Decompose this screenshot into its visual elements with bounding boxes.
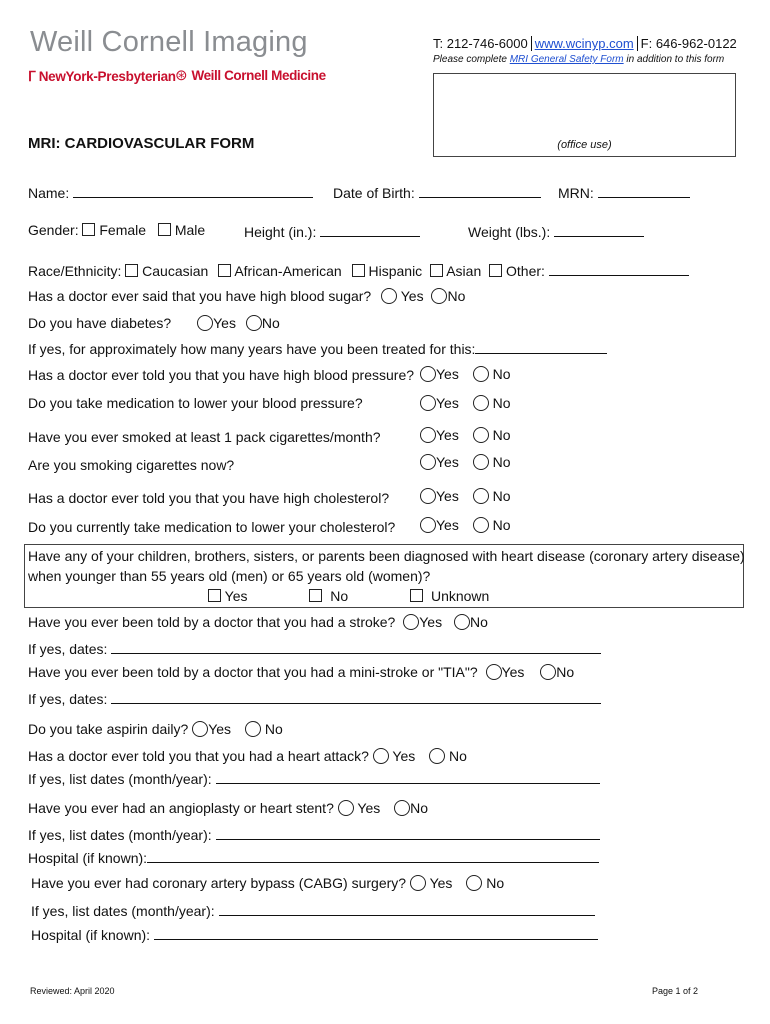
family-question-line-2: when younger than 55 years old (men) or 65 years old (women)? xyxy=(28,568,431,584)
question-aspirin xyxy=(28,721,283,737)
question-text: Do you have diabetes? xyxy=(28,315,172,331)
question-blood-pressure xyxy=(28,367,414,383)
yes-label: Yes xyxy=(436,488,459,504)
question-cabg xyxy=(31,875,504,891)
african-american-checkbox[interactable] xyxy=(218,264,231,277)
height-label: Height (in.): xyxy=(244,224,317,240)
race-label: Race/Ethnicity: xyxy=(28,263,122,279)
question-cholesterol xyxy=(28,490,389,506)
fax-number: F: 646-962-0122 xyxy=(640,36,737,51)
question-text: If yes, list dates (month/year): xyxy=(31,903,215,919)
no-label: No xyxy=(486,875,505,891)
stent-hospital-row xyxy=(28,848,599,866)
nyp-logo xyxy=(28,68,176,85)
nyp-icon: ᒥ xyxy=(28,69,39,84)
question-bp-medication xyxy=(28,395,363,411)
yes-radio[interactable] xyxy=(420,488,436,504)
question-text: Have you ever been told by a doctor that you had a mini-stroke or "TIA"? xyxy=(28,664,478,680)
no-label: No xyxy=(492,427,511,443)
other-field[interactable] xyxy=(549,261,689,276)
tia-dates-field[interactable] xyxy=(111,689,601,704)
question-text: If yes, dates: xyxy=(28,691,108,707)
no-label: No xyxy=(492,488,511,504)
height-field[interactable] xyxy=(320,222,420,237)
yes-radio[interactable] xyxy=(381,288,397,304)
mrn-field[interactable] xyxy=(598,183,690,198)
no-label: No xyxy=(492,517,511,533)
question-text: Has a doctor ever told you that you had a heart attack? xyxy=(28,748,369,764)
family-no-checkbox[interactable] xyxy=(309,589,322,602)
no-radio[interactable] xyxy=(473,454,489,470)
question-text: If yes, dates: xyxy=(28,641,108,657)
question-text: Do you take medication to lower your blood pressure? xyxy=(28,395,363,411)
yes-label: Yes xyxy=(224,588,248,604)
website-link[interactable]: www.wcinyp.com xyxy=(534,36,634,51)
no-label: No xyxy=(330,588,349,604)
no-radio[interactable] xyxy=(473,517,489,533)
no-radio[interactable] xyxy=(540,664,556,680)
gender-label: Gender: xyxy=(28,222,79,238)
asian-checkbox[interactable] xyxy=(430,264,443,277)
yes-radio[interactable] xyxy=(420,427,436,443)
height-row xyxy=(244,222,420,240)
no-radio[interactable] xyxy=(473,366,489,382)
family-unknown-checkbox[interactable] xyxy=(410,589,423,602)
family-yes-checkbox[interactable] xyxy=(208,589,221,602)
caucasian-checkbox[interactable] xyxy=(125,264,138,277)
name-label: Name: xyxy=(28,185,70,201)
cholesterol-answers xyxy=(420,488,511,504)
question-diabetes xyxy=(28,315,280,331)
question-text: Have you ever had an angioplasty or heart stent? xyxy=(28,800,334,816)
question-text: Have you ever been told by a doctor that you had a stroke? xyxy=(28,614,396,630)
note-prefix: Please complete xyxy=(433,54,507,65)
yes-label: Yes xyxy=(429,875,453,891)
yes-label: Yes xyxy=(213,315,236,331)
wcm-logo xyxy=(175,66,326,84)
stent-dates-row xyxy=(28,825,600,843)
yes-radio[interactable] xyxy=(197,315,213,331)
no-radio[interactable] xyxy=(473,427,489,443)
weight-row xyxy=(468,222,644,240)
other-checkbox[interactable] xyxy=(489,264,502,277)
no-label: No xyxy=(556,664,575,680)
question-text: Hospital (if known): xyxy=(28,850,148,866)
yes-radio[interactable] xyxy=(410,875,426,891)
yes-radio[interactable] xyxy=(420,366,436,382)
mrn-row xyxy=(558,183,690,201)
bp-answers xyxy=(420,366,511,382)
hispanic-label: Hispanic xyxy=(368,263,423,279)
yes-label: Yes xyxy=(436,427,459,443)
cabg-dates-row xyxy=(31,901,595,919)
bp-med-answers xyxy=(420,395,511,411)
question-text: Do you currently take medication to lower your cholesterol? xyxy=(28,519,396,535)
yes-label: Yes xyxy=(436,366,459,382)
asian-label: Asian xyxy=(446,263,482,279)
question-cholesterol-medication xyxy=(28,519,395,535)
hispanic-checkbox[interactable] xyxy=(352,264,365,277)
yes-label: Yes xyxy=(392,748,416,764)
no-radio[interactable] xyxy=(454,614,470,630)
smoked-answers xyxy=(420,427,511,443)
heart-attack-dates-field[interactable] xyxy=(216,769,600,784)
yes-label: Yes xyxy=(436,517,459,533)
no-radio[interactable] xyxy=(431,288,447,304)
office-use-label: (office use) xyxy=(557,139,612,151)
no-radio[interactable] xyxy=(473,395,489,411)
male-checkbox[interactable] xyxy=(158,223,171,236)
question-text: Has a doctor ever told you that you have high cholesterol? xyxy=(28,490,390,506)
unknown-label: Unknown xyxy=(430,588,490,604)
family-question-line-1: Have any of your children, brothers, sisters, or parents been diagnosed with heart disease (coronary artery disease) xyxy=(28,548,745,564)
no-label: No xyxy=(469,614,488,630)
page-number: Page 1 of 2 xyxy=(652,986,699,996)
no-label: No xyxy=(492,395,511,411)
weight-field[interactable] xyxy=(554,222,644,237)
form-title: MRI: CARDIOVASCULAR FORM xyxy=(28,135,255,152)
question-diabetes-years xyxy=(28,339,607,357)
question-tia xyxy=(28,664,574,680)
yes-radio[interactable] xyxy=(420,517,436,533)
cabg-hospital-field[interactable] xyxy=(154,925,598,940)
safety-form-link[interactable]: MRI General Safety Form xyxy=(509,54,624,65)
female-checkbox[interactable] xyxy=(82,223,95,236)
african-american-label: African-American xyxy=(234,263,342,279)
safety-note xyxy=(433,54,724,65)
question-text: Have you ever had coronary artery bypass (CABG) surgery? xyxy=(31,875,407,891)
race-row xyxy=(28,261,689,279)
dob-label: Date of Birth: xyxy=(333,185,415,201)
no-label: No xyxy=(447,288,466,304)
other-label: Other: xyxy=(506,263,545,279)
no-radio[interactable] xyxy=(429,748,445,764)
phone-number: T: 212-746-6000 xyxy=(433,36,528,51)
no-label: No xyxy=(492,454,511,470)
stroke-dates-field[interactable] xyxy=(111,639,601,654)
yes-radio[interactable] xyxy=(420,395,436,411)
reviewed-date: Reviewed: April 2020 xyxy=(30,986,115,996)
name-field[interactable] xyxy=(73,183,313,198)
question-text: If yes, list dates (month/year): xyxy=(28,827,212,843)
question-text: Hospital (if known): xyxy=(31,927,151,943)
female-label: Female xyxy=(99,222,147,238)
logo-title: Weill Cornell Imaging xyxy=(30,26,308,58)
yes-label: Yes xyxy=(400,288,424,304)
question-heart-attack xyxy=(28,748,467,764)
male-label: Male xyxy=(174,222,206,238)
yes-label: Yes xyxy=(436,395,459,411)
contact-line xyxy=(433,36,737,51)
tia-dates-row xyxy=(28,689,601,707)
dob-row xyxy=(333,183,541,201)
question-text: If yes, for approximately how many years have you been treated for this: xyxy=(28,341,476,357)
yes-radio[interactable] xyxy=(338,800,354,816)
no-label: No xyxy=(264,721,283,737)
question-text: Have you ever smoked at least 1 pack cigarettes/month? xyxy=(28,429,381,445)
question-text: If yes, list dates (month/year): xyxy=(28,771,212,787)
weight-label: Weight (lbs.): xyxy=(468,224,551,240)
heart-attack-dates-row xyxy=(28,769,600,787)
no-radio[interactable] xyxy=(466,875,482,891)
question-text: Are you smoking cigarettes now? xyxy=(28,457,235,473)
stent-hospital-field[interactable] xyxy=(147,848,599,863)
question-smoking-now xyxy=(28,457,234,473)
yes-radio[interactable] xyxy=(420,454,436,470)
dob-field[interactable] xyxy=(419,183,541,198)
nyp-logo-text: NewYork-Presbyterian xyxy=(38,69,176,84)
question-text: Has a doctor ever told you that you have high blood pressure? xyxy=(28,367,415,383)
family-answers xyxy=(208,588,489,604)
yes-label: Yes xyxy=(501,664,525,680)
stent-dates-field[interactable] xyxy=(216,825,600,840)
no-radio[interactable] xyxy=(246,315,262,331)
yes-radio[interactable] xyxy=(486,664,502,680)
no-radio[interactable] xyxy=(473,488,489,504)
question-stroke xyxy=(28,614,488,630)
caucasian-label: Caucasian xyxy=(142,263,209,279)
no-label: No xyxy=(492,366,511,382)
smoking-now-answers xyxy=(420,454,511,470)
yes-radio[interactable] xyxy=(373,748,389,764)
yes-radio[interactable] xyxy=(403,614,419,630)
cabg-dates-field[interactable] xyxy=(219,901,595,916)
seal-icon: ⊛ xyxy=(175,67,188,84)
question-text: Do you take aspirin daily? xyxy=(28,721,189,737)
yes-radio[interactable] xyxy=(192,721,208,737)
name-row xyxy=(28,183,313,201)
yes-label: Yes xyxy=(419,614,443,630)
no-label: No xyxy=(410,800,429,816)
yes-label: Yes xyxy=(208,721,232,737)
diabetes-years-field[interactable] xyxy=(475,339,607,354)
no-label: No xyxy=(261,315,280,331)
stroke-dates-row xyxy=(28,639,601,657)
question-smoked xyxy=(28,429,381,445)
note-suffix: in addition to this form xyxy=(626,54,725,65)
office-use-box xyxy=(433,73,736,157)
no-label: No xyxy=(449,748,467,764)
no-radio[interactable] xyxy=(245,721,261,737)
yes-label: Yes xyxy=(357,800,381,816)
yes-label: Yes xyxy=(436,454,459,470)
question-stent xyxy=(28,800,428,816)
cabg-hospital-row xyxy=(31,925,598,943)
cholesterol-med-answers xyxy=(420,517,511,533)
gender-row xyxy=(28,222,205,238)
question-blood-sugar xyxy=(28,288,465,304)
question-text: Has a doctor ever said that you have high blood sugar? xyxy=(28,288,372,304)
mrn-label: MRN: xyxy=(558,185,594,201)
no-radio[interactable] xyxy=(394,800,410,816)
wcm-logo-text: Weill Cornell Medicine xyxy=(191,68,326,83)
